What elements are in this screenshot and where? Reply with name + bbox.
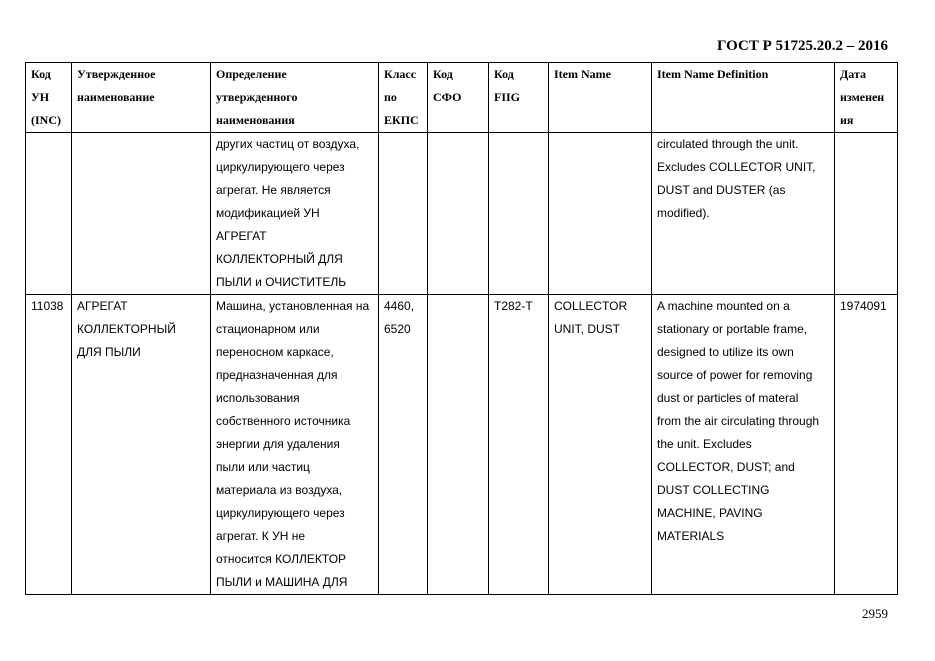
col-header-inc: Код УН (INC) (26, 63, 72, 133)
cell-inc (26, 133, 72, 295)
cell-inc: 11038 (26, 295, 72, 595)
col-header-date: Дата изменен ия (835, 63, 898, 133)
cell-fiig: T282-T (489, 295, 549, 595)
col-header-definition: Определение утвержденного наименования (211, 63, 379, 133)
col-header-item-definition: Item Name Definition (652, 63, 835, 133)
table-row (26, 133, 898, 295)
table-header-row (26, 63, 898, 133)
cell-item-definition: A machine mounted on a stationary or portable frame, designed to utilize its own source of power for removing dust or particles of materal from the air circulating through the unit. Excludes COLLECTOR, DUST; and DUST COLLECTING MACHINE, PAVING MATERIALS (652, 295, 835, 595)
col-header-fiig: Код FIIG (489, 63, 549, 133)
cell-item-name (549, 133, 652, 295)
col-header-item-name: Item Name (549, 63, 652, 133)
table-row (26, 295, 898, 595)
col-header-approved-name: Утвержденное наименование (72, 63, 211, 133)
cell-item-definition: circulated through the unit. Excludes COLLECTOR UNIT, DUST and DUSTER (as modified). (652, 133, 835, 295)
cell-class: 4460, 6520 (379, 295, 428, 595)
page-number: 2959 (862, 606, 888, 621)
col-header-class: Класс по ЕКПС (379, 63, 428, 133)
cell-class (379, 133, 428, 295)
cell-fiig (489, 133, 549, 295)
classification-table (25, 62, 898, 595)
col-header-sfo: Код СФО (428, 63, 489, 133)
cell-approved-name (72, 133, 211, 295)
document-standard-header: ГОСТ Р 51725.20.2 – 2016 (716, 38, 888, 54)
cell-sfo (428, 133, 489, 295)
cell-definition: других частиц от воздуха, циркулирующего через агрегат. Не является модификацией УН АГРЕГАТ КОЛЛЕКТОРНЫЙ ДЛЯ ПЫЛИ и ОЧИСТИТЕЛЬ (211, 133, 379, 295)
cell-item-name: COLLECTOR UNIT, DUST (549, 295, 652, 595)
cell-sfo (428, 295, 489, 595)
cell-date (835, 133, 898, 295)
cell-date: 1974091 (835, 295, 898, 595)
cell-approved-name: АГРЕГАТ КОЛЛЕКТОРНЫЙ ДЛЯ ПЫЛИ (72, 295, 211, 595)
cell-definition: Машина, установленная на стационарном или переносном каркасе, предназначенная для использования собственного источника энергии для удаления пыли или частиц материала из воздуха, циркулирующего через агрегат. К УН не относится КОЛЛЕКТОР ПЫЛИ и МАШИНА ДЛЯ (211, 295, 379, 595)
